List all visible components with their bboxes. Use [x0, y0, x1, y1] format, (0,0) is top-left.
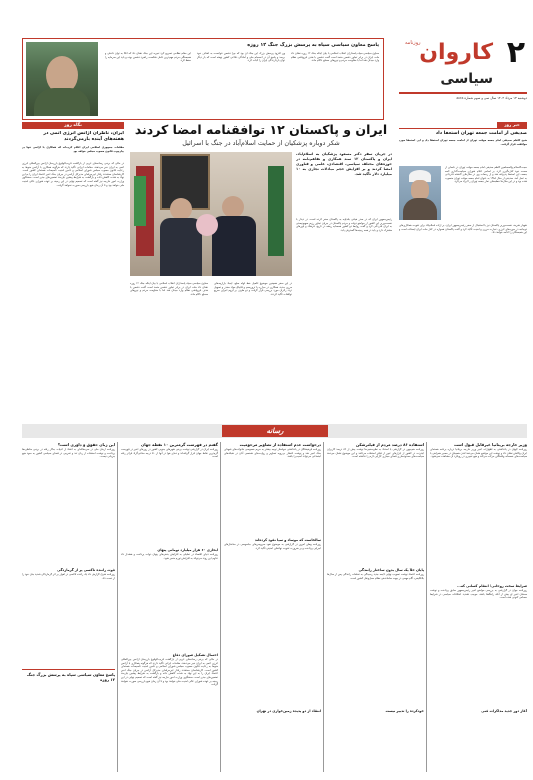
negah-rooz-headline: ایران، ناظران آژانس انرژی اتمی در هفته‌های آینده بازمی‌گردند	[43, 131, 124, 143]
resaneh-col-body: روزنامه هم‌میهن در گزارشی با استناد به نظرسنجی‌ها نوشت بیش از ۸۶ درصد کاربران اینترنت در کشور از ابزارهای عبور از فیلتر استفاده می‌کنند و این موضوع نشان می‌دهد سیاست‌های محدودسازی فضای مجازی کارآیی لازم را نداشته است.	[327, 448, 424, 459]
resaneh-col-body2: روزنامه جوان در گزارشی به بررسی مواضع اخیر رئیس‌جمهور سابق پرداخت و نوشت سخنان اخیر او بیش از آنکه راهگشا باشد، موجب تشدید اختلافات سیاسی در شرایط حساس کنونی شده است.	[430, 589, 527, 600]
resaneh-col-subhead: شرایط سخت روحانی؛ انتقام کسانی که...	[457, 584, 527, 588]
section-title: سیاسی	[440, 71, 493, 87]
resaneh-col-body: روزنامه ایران در گزارشی نوشت برخی شهرهای جنوبی کشور در روزهای اخیر در فهرست گرم‌ترین نقاط جهان قرار گرفته‌اند و دمای هوا در آنها از ۵۰ درجه سانتی‌گراد فراتر رفته است.	[121, 448, 218, 459]
commander-photo	[26, 42, 98, 116]
column-rule	[323, 442, 324, 772]
resaneh-col	[22, 442, 115, 772]
main-photo	[130, 152, 292, 276]
negah-rooz-label: نگاه روز	[22, 122, 124, 129]
main-headline: ایران و پاکستان ۱۲ توافقنامه امضا کردند	[134, 122, 388, 137]
resaneh-col-subhead2: خودکرده را تدبیر نیست	[385, 709, 424, 713]
resaneh-col-subhead2: انتقاد از دو پدیده زمین‌خواری در تهران	[256, 709, 321, 713]
resaneh-col-subhead2: پاسخ معاون سیاسی سپاه به پرسش بزرگ جنگ ۱۲ روزه	[22, 669, 115, 682]
top-story-col2: وی افزود پرسش بزرگ این جنگ آن بود که چرا دشمن نتوانست به اهداف خود برسد و پاسخ آن در انسجام ملی و آمادگی دفاعی کشور نهفته است که بار دیگر توان بازدارندگی ایران را اثبات کرد.	[197, 52, 285, 63]
issue-line: دوشنبه ۱۳ مرداد ۱۴۰۴ سال سی و سوم شماره ۵۸۶۵	[456, 96, 527, 100]
main-body-3: معاون سیاسی سپاه پاسداران انقلاب اسلامی با بیان اینکه جنگ ۱۲ روزه نشان داد ملت ایران در برابر تجاوز دشمن متحد است گفت دشمن با هدف فروپاشی نظام وارد میدان شد اما با مقاومت مردم و نیروهای مسلح ناکام ماند.	[130, 282, 208, 296]
resaneh-col-body2: روزنامه شرق گزارش داد یک راننده تاکسی در اهواز بر اثر گرمازدگی شدید جان خود را از دست داد.	[22, 573, 115, 580]
resaneh-col	[430, 442, 527, 772]
resaneh-title: رسانه	[222, 425, 328, 437]
resaneh-col-subhead: سالخاست که موساد و سیا نفوذ کرده‌اند	[254, 538, 321, 542]
top-story-col1: معاون سیاسی سپاه پاسداران انقلاب اسلامی با بیان اینکه جنگ ۱۲ روزه نشان داد ملت ایران در برابر تجاوز دشمن متحد است گفت دشمن با هدف فروپاشی نظام وارد میدان شد اما با مقاومت مردم و نیروهای مسلح ناکام ماند.	[291, 52, 379, 63]
resaneh-banner	[22, 424, 527, 438]
top-story	[22, 38, 384, 120]
resaneh-col	[121, 442, 218, 772]
main-lead: در جریان سفر دکتر مسعود پزشکیان به اسلام‌آباد، ایران و پاکستان ۱۲ سند همکاری و تفاهم‌نامه در حوزه‌های مختلف سیاسی، اقتصادی، علمی و فناوری امضا کردند و بر افزایش حجم مبادلات تجاری به ۱۰ میلیارد دلار تأکید شد.	[296, 152, 392, 176]
sedighi-photo	[399, 166, 441, 220]
resaneh-columns	[22, 442, 527, 772]
khabar-rooz-body: حجت‌الاسلام والمسلمین کاظم صدیقی امام جمعه موقت تهران در نامه‌ای از سمت خود کناره‌گیری کرد. بر اساس اعلام شورای سیاست‌گذاری ائمه جمعه، این استعفا پذیرفته شد و از زحمات وی در سال‌های گذشته قدردانی به عمل آمد. صدیقی از سال ۱۳۸۸ به عنوان امام جمعه موقت تهران منصوب شده بود و در این سال‌ها خطبه‌های نماز جمعه تهران را ایراد می‌کرد.	[445, 166, 527, 184]
top-story-headline: پاسخ معاون سیاسی سپاه به پرسش بزرگ جنگ ۱۲ روزه	[247, 43, 379, 48]
negah-rooz-subhead: مقامات جمهوری اسلامی ایران اعلام کرده‌اند که همکاری با آژانس تنها در چارچوب قانون مصوب مجلس خواهد بود	[22, 146, 124, 153]
resaneh-col-subhead: ابخازی ۶۰ هزار میلیارد تومانی پنهان	[157, 548, 218, 552]
khabar-rooz-label: خبر روز	[497, 122, 527, 128]
main-subhead: شکر دوباره پزشکیان از حمایت اسلام‌آباد در جنگ با اسرائیل	[182, 139, 340, 147]
resaneh-col-headline: گفتم در فهرست گرمترین ۱۰ نقطه جهان	[140, 442, 218, 447]
column-rule	[117, 442, 118, 772]
resaneh-col	[224, 442, 321, 772]
logo-subtext: روزنامه	[405, 40, 421, 46]
resaneh-col-headline: وزیر خارجه بریتانیا غیرقابل قبول است	[454, 442, 527, 447]
resaneh-col-body: روزنامه کیهان در یادداشتی به اظهارات اخیر وزیر خارجه بریتانیا درباره برنامه هسته‌ای ایران واکنش نشان داد و نوشت این مواضع نشان می‌دهد لندن همچنان در مسیر همراهی با سیاست‌های خصمانه واشنگتن حرکت می‌کند و هیچ تغییری در رویکرد آن مشاهده نمی‌شود.	[430, 448, 527, 459]
khabar-rooz	[399, 122, 527, 422]
resaneh-col-body: روزنامه آرمان ملی در سرمقاله‌ای به انتقاد از ادبیات به‌کار رفته در برخی مناظره‌ها پرداخت و نوشت استفاده از زبان تند و تخریبی در فضای سیاسی کشور به سود هیچ جریانی نیست.	[22, 448, 115, 459]
negah-rooz	[22, 122, 124, 422]
resaneh-col-body2: روزنامه دنیای اقتصاد در تحلیلی به افزایش بدهی‌های پنهان دولت پرداخت و هشدار داد تداوم این روند می‌تواند به افزایش تورم منجر شود.	[121, 553, 218, 560]
resaneh-col-headline: استفاده ۸۶ درصد مردم از فیلترشکن	[356, 442, 424, 447]
brand-logo	[405, 40, 493, 66]
main-story	[130, 122, 392, 422]
khabar-rooz-rule	[399, 128, 527, 129]
masthead-divider	[399, 92, 527, 94]
negah-rooz-body: در حالی که برخی رسانه‌های غربی از بازگشت قریب‌الوقوع بازرسان آژانس بین‌المللی انرژی اتمی به ایران خبر می‌دهند، مقامات ایرانی تأکید دارند که هرگونه همکاری با آژانس منوط به رعایت قانون مصوب مجلس شورای اسلامی و تأمین امنیت تأسیسات هسته‌ای کشور است. کارشناسان معتقدند رفتار غیرحرفه‌ای مدیرکل آژانس در جریان جنگ اخیر اعتماد ایران را به این نهاد به شدت کاهش داده و بازگشت به شرایط پیشین نیازمند تضمین‌های جدی است. سخنگوی وزارت امور خارجه نیز گفته است که تصمیم نهایی در این زمینه بر عهده شورای عالی امنیت ملی خواهد بود و تا آن زمان هیچ بازرسی صورت نخواهد گرفت.	[22, 162, 124, 187]
main-body-2: در این سفر همچنین موضوع تکمیل خط لوله صلح، ایجاد بازارچه‌های مرزی جدید، همکاری در مبارزه با تروریسم و قاچاق مواد مخدر و تسهیل تردد زائران مورد بررسی قرار گرفت و دو طرف بر لزوم اجرای سریع توافقات تأکید کردند.	[214, 282, 292, 296]
resaneh-col-subhead2: احتمال تشکیل شورای دفاع	[172, 653, 218, 657]
khabar-rooz-headline: صدیقی از امامت جمعه تهران استعفا داد	[435, 131, 527, 136]
resaneh-col	[327, 442, 424, 772]
khabar-rooz-lead: شیخ کاظم صدیقی امام جمعه موقت تهران از امامت جمعه تهران استعفا داد و این استعفا مورد موافقت قرار گرفت.	[399, 139, 527, 146]
resaneh-col-body2: روزنامه وطن امروز در گزارشی به موضوع نفوذ سرویس‌های جاسوسی در ساختارهای اجرایی پرداخت و بر ضرورت تقویت نهادهای امنیتی تأکید کرد.	[224, 543, 321, 550]
resaneh-col-headline: این زبان حقوق و داوری است؟	[57, 442, 115, 447]
logo-text: کاروان	[419, 40, 493, 65]
page-number: ۲	[506, 36, 525, 70]
top-story-col3: این مقام نظامی تصریح کرد تجربه این جنگ نشان داد که اتکا به توان داخلی و همبستگی مردم مهم‌ترین عامل شکست راهبرد دشمن بوده و باید این سرمایه را حفظ کرد.	[105, 52, 191, 63]
resaneh-col-subhead2: آغاز دور جدید مذاکرات فنی	[481, 709, 527, 713]
main-body-1: رئیس‌جمهور ایران که در صدر هیئتی بلندپایه به پاکستان سفر کرده است، در دیدار با نخست‌وزیر این کشور از مواضع دولت و مردم پاکستان در جریان تجاوز رژیم صهیونیستی به ایران قدردانی کرد و گفت روابط دو کشور همسایه ریشه در تاریخ، فرهنگ و باورهای مشترک دارد و باید در همه زمینه‌ها گسترش یابد.	[296, 218, 392, 232]
column-rule	[220, 442, 221, 772]
resaneh-col-subhead: فوت راننده تاکسی پر از گرمازدگی	[57, 568, 115, 572]
masthead	[399, 36, 527, 120]
resaneh-col-subhead: پایان خلأ یک سال بدون ساختار رانندگی	[358, 568, 424, 572]
resaneh-col-body2: روزنامه اعتماد نوشت تصویب نهایی لایحه جدید رسیدگی به تخلفات رانندگی پس از سال‌ها بلاتکلیفی، گام مهمی در جهت ساماندهی نظام حمل‌ونقل کشور است.	[327, 573, 424, 580]
khabar-rooz-body-cont: شهباز شریف نخست‌وزیر پاکستان نیز با استقبال از سفر رئیس‌جمهور ایران، بر اراده اسلام‌آباد برای تقویت همکاری‌های دوجانبه در حوزه‌های انرژی، تجارت مرزی و امنیت تأکید کرد و گفت پاکستان همواره در کنار ملت ایران ایستاده است و این همبستگی را ادامه خواهد داد.	[399, 224, 527, 235]
resaneh-col-body: روزنامه فرهیختگان در یادداشتی خواستار توجه بیشتر به حریم خصوصی خانواده‌های شهدای جنگ اخیر شد و نوشت انتشار بی‌رویه تصاویر و روایت‌های شخصی آنان در شبکه‌های اجتماعی می‌تواند آسیب‌زا باشد.	[224, 448, 321, 459]
resaneh-col-body3: در حالی که برخی رسانه‌های غربی از بازگشت قریب‌الوقوع بازرسان آژانس بین‌المللی انرژی اتمی به ایران خبر می‌دهند، مقامات ایرانی تأکید دارند که هرگونه همکاری با آژانس منوط به رعایت قانون مصوب مجلس شورای اسلامی و تأمین امنیت تأسیسات هسته‌ای کشور است. کارشناسان معتقدند رفتار غیرحرفه‌ای مدیرکل آژانس در جریان جنگ اخیر اعتماد ایران را به این نهاد به شدت کاهش داده و بازگشت به شرایط پیشین نیازمند تضمین‌های جدی است. سخنگوی وزارت امور خارجه نیز گفته است که تصمیم نهایی در این زمینه بر عهده شورای عالی امنیت ملی خواهد بود و تا آن زمان هیچ بازرسی صورت نخواهد گرفت.	[121, 658, 218, 687]
resaneh-col-headline: درخواست عدم استفاده از تصاویر مرحومیت	[239, 442, 321, 447]
column-rule	[426, 442, 427, 772]
